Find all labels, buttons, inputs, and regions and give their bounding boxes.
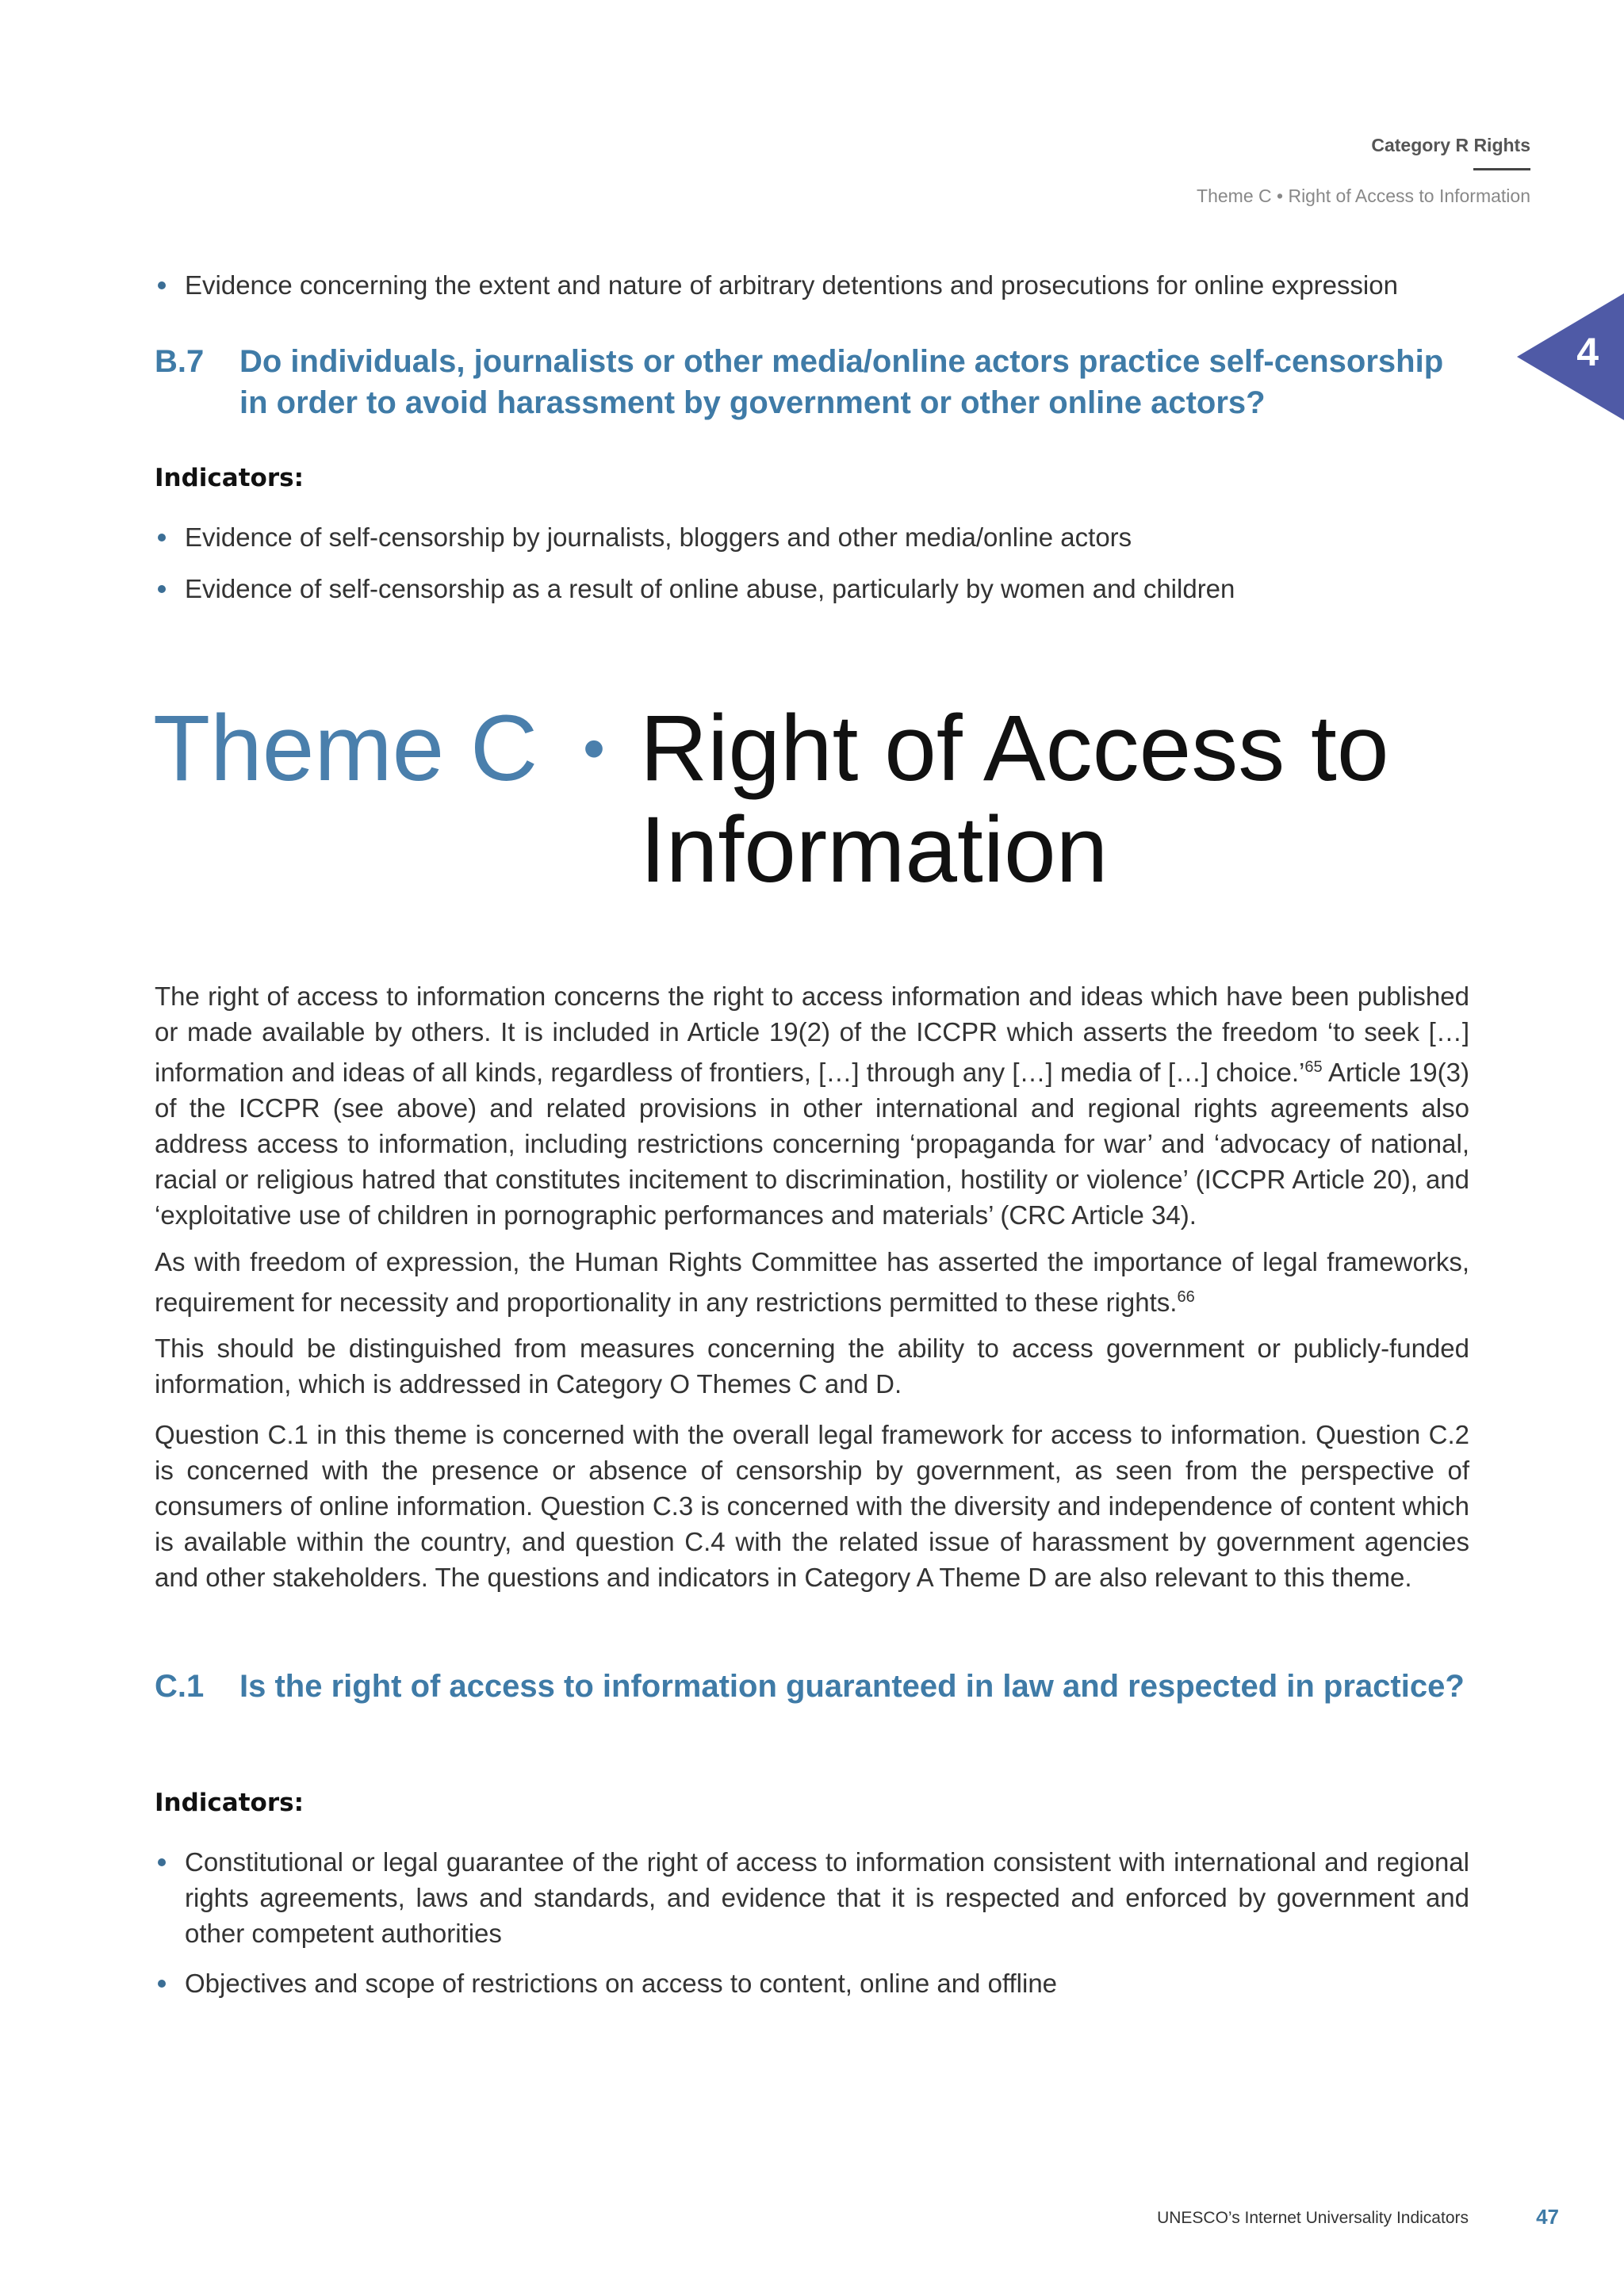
chapter-tab-number: 4 [1576,330,1599,374]
list-item: Evidence of self-censorship by journalists, bloggers and other media/online actors [155,519,1469,555]
chapter-tab [1517,293,1624,420]
header-divider [1473,168,1530,170]
footnote-ref: 65 [1304,1058,1323,1076]
top-bullet-list [155,267,1469,303]
header-category: Category R Rights [1371,135,1530,155]
theme-dot: • [583,713,606,783]
indicators-label: Indicators: [155,464,304,492]
question-number: B.7 [155,344,205,379]
b7-indicator-list [155,519,1469,607]
c1-indicator-list [155,1844,1469,2001]
body-paragraph: The right of access to information concerns the right to access information and ideas which have been published or made available by others. It is included in Article 19(2) of the ICCPR which asserts the freedom ‘to seek […] information and ideas of all kinds, regardless of frontiers, […] through any […] media of […] choice.’$^{65}$ Article 19(3) of the ICCPR (see above) and related provisions in other international and regional rights agreements also address access to information, including restrictions concerning ‘propaganda for war’ and ‘advocacy of national, racial or religious hatred that constitutes incitement to discrimination, hostility or violence’ (ICCPR Article 20), and ‘exploitative use of children in pornographic performances and materials’ (CRC Article 34). [155,982,1469,1230]
list-item: Objectives and scope of restrictions on access to content, online and offline [155,1965,1469,2001]
list-item: Evidence of self-censorship as a result of online abuse, particularly by women and children [155,571,1469,607]
question-text: Is the right of access to information guaranteed in law and respected in practice? [239,1669,1465,1704]
question-number: C.1 [155,1669,205,1704]
list-item: Evidence concerning the extent and nature of arbitrary detentions and prosecutions for online expression [155,267,1469,303]
body-paragraph: As with freedom of expression, the Human Rights Committee has asserted the importance of legal frameworks, requirement for necessity and proportionality in any restrictions permitted to these rights.$^{66}$ [155,1247,1469,1317]
body-paragraph: Question C.1 in this theme is concerned with the overall legal framework for access to information. Question C.2 is concerned with the presence or absence of censorship by government, as seen from the perspective of consumers of online information. Question C.3 is concerned with the diversity and independence of content which is available within the country, and question C.4 with the related issue of harassment by government agencies and other stakeholders. The questions and indicators in Category A Theme D are also relevant to this theme. [155,1420,1469,1592]
theme-title: Right of Access to Information [640,696,1389,902]
footnote-ref: 66 [1177,1288,1195,1306]
page-number: 47 [1536,2205,1559,2229]
theme-prefix: Theme C [153,696,538,801]
question-b7 [155,341,1469,423]
indicators-label: Indicators: [155,1789,304,1817]
list-item: Constitutional or legal guarantee of the right of access to information consistent with international and regional rights agreements, laws and standards, and evidence that it is respected and enforced by government and other competent authorities [155,1844,1469,1951]
footer-publication: UNESCO’s Internet Universality Indicators [1157,2209,1469,2227]
header-theme: Theme C • Right of Access to Information [1197,186,1530,206]
question-c1 [155,1666,1469,1707]
question-text: Do individuals, journalists or other media/online actors practice self-censorship in order to avoid harassment by government or other online actors? [239,344,1444,420]
body-paragraph: This should be distinguished from measures concerning the ability to access government or publicly-funded information, which is addressed in Category O Themes C and D. [155,1334,1469,1399]
